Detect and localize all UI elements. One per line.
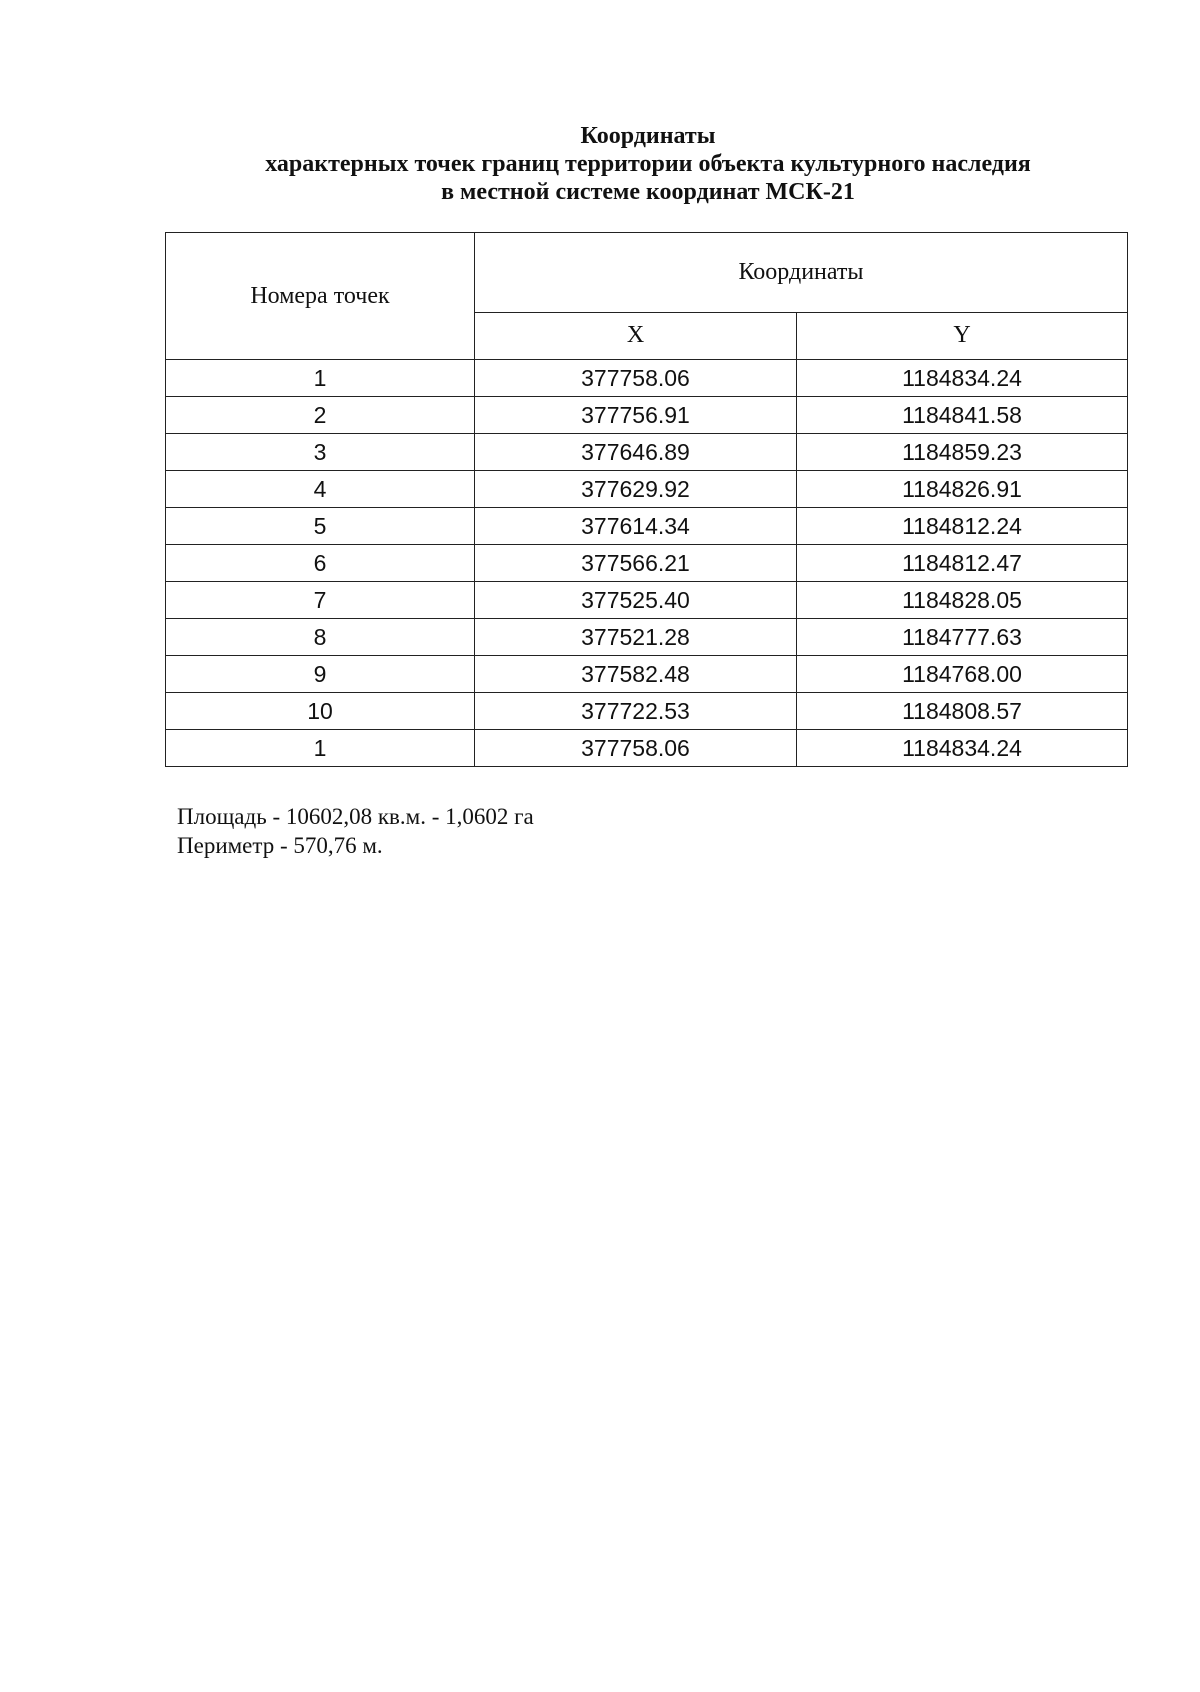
table-header [166,233,1128,360]
x-value: 377582.48 [475,656,797,693]
table-row [166,545,1128,582]
document-title [0,122,1200,206]
point-number: 4 [166,471,475,508]
header-y: Y [797,312,1128,359]
table-row [166,656,1128,693]
table-row [166,434,1128,471]
y-value: 1184808.57 [797,693,1128,730]
table-row [166,693,1128,730]
title-line-2: характерных точек границ территории объекта культурного наследия [265,151,1031,177]
y-value: 1184812.47 [797,545,1128,582]
x-value: 377722.53 [475,693,797,730]
x-value: 377758.06 [475,730,797,767]
table-row [166,730,1128,767]
point-number: 5 [166,508,475,545]
x-value: 377566.21 [475,545,797,582]
y-value: 1184834.24 [797,730,1128,767]
table-row [166,508,1128,545]
table-body [166,360,1128,767]
y-value: 1184812.24 [797,508,1128,545]
table-row [166,619,1128,656]
y-value: 1184777.63 [797,619,1128,656]
x-value: 377629.92 [475,471,797,508]
x-value: 377525.40 [475,582,797,619]
y-value: 1184859.23 [797,434,1128,471]
y-value: 1184834.24 [797,360,1128,397]
y-value: 1184768.00 [797,656,1128,693]
header-point-numbers: Номера точек [166,233,475,360]
point-number: 9 [166,656,475,693]
y-value: 1184841.58 [797,397,1128,434]
summary-block [177,802,534,860]
point-number: 6 [166,545,475,582]
table-row [166,360,1128,397]
point-number: 3 [166,434,475,471]
perimeter-text: Периметр - 570,76 м. [177,833,383,858]
x-value: 377758.06 [475,360,797,397]
y-value: 1184828.05 [797,582,1128,619]
point-number: 1 [166,730,475,767]
header-coordinates: Координаты [475,233,1128,313]
point-number: 1 [166,360,475,397]
area-text: Площадь - 10602,08 кв.м. - 1,0602 га [177,804,534,829]
title-line-3: в местной системе координат МСК-21 [441,179,855,205]
point-number: 10 [166,693,475,730]
table-row [166,397,1128,434]
header-x: X [475,312,797,359]
x-value: 377521.28 [475,619,797,656]
x-value: 377614.34 [475,508,797,545]
table-row [166,582,1128,619]
point-number: 7 [166,582,475,619]
point-number: 2 [166,397,475,434]
title-line-1: Координаты [580,123,716,149]
point-number: 8 [166,619,475,656]
coordinates-table [165,232,1128,767]
x-value: 377756.91 [475,397,797,434]
table-row [166,471,1128,508]
x-value: 377646.89 [475,434,797,471]
y-value: 1184826.91 [797,471,1128,508]
